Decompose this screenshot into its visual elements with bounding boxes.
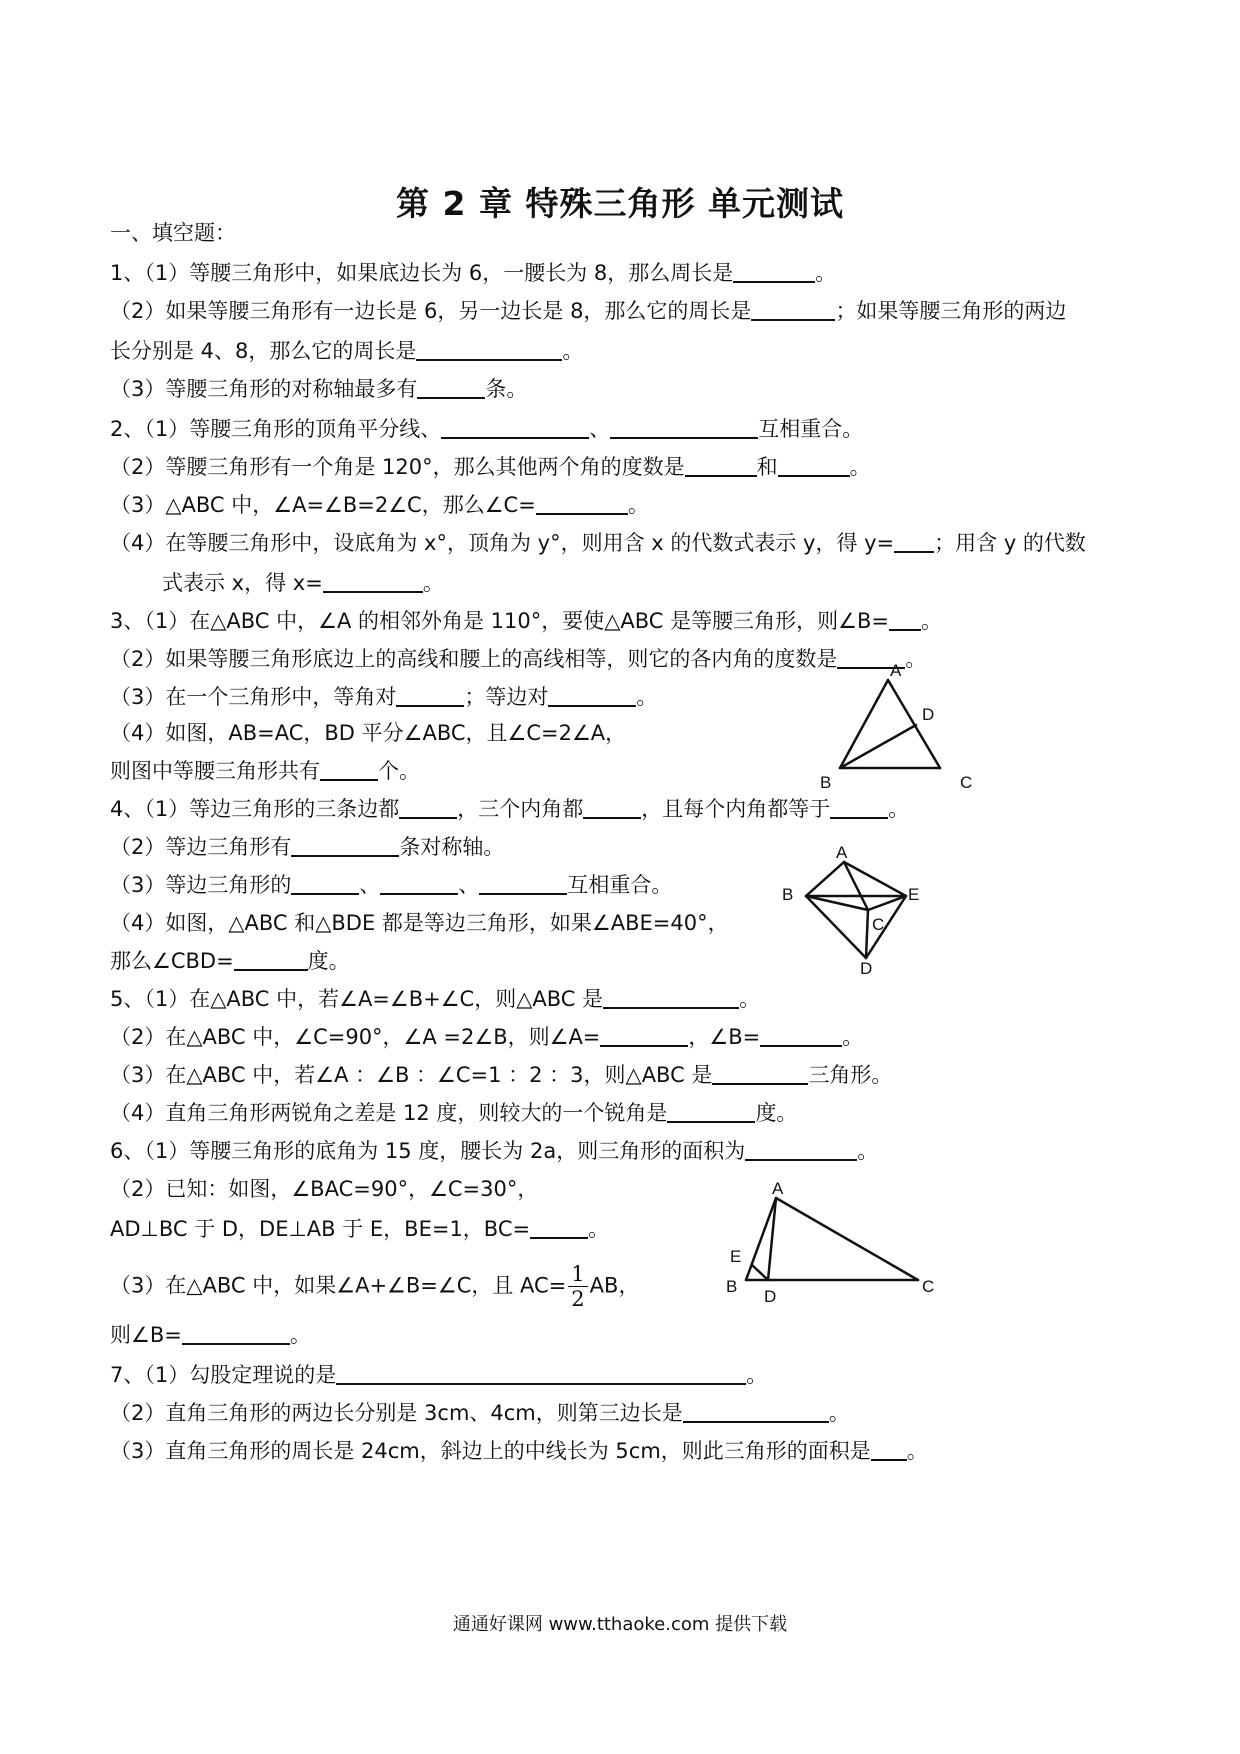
figure-label-d: D <box>764 1287 777 1306</box>
answer-blank[interactable] <box>536 491 628 515</box>
q1-part2: （2）如果等腰三角形有一边长是 6，另一边长是 8，那么它的周长是 ；如果等腰三角形的两边 <box>110 299 1067 323</box>
q2-part4: （4）在等腰三角形中，设底角为 x°，顶角为 y°，则用含 x 的代数式表示 y，得 y= ；用含 y 的代数 <box>110 531 1086 555</box>
answer-blank[interactable] <box>667 1099 755 1123</box>
q6-part2: （2）已知：如图，∠BAC=90°，∠C=30°， <box>110 1177 539 1201</box>
answer-blank[interactable] <box>683 1399 829 1423</box>
q6-part3-cont: 则∠B= 。 <box>110 1323 311 1347</box>
q6-part2-cont: AD⊥BC 于 D，DE⊥AB 于 E，BE=1，BC= 。 <box>110 1217 610 1241</box>
answer-blank[interactable] <box>733 259 815 283</box>
figure-label-e: E <box>730 1247 742 1266</box>
figure-label-a: A <box>772 1179 784 1198</box>
answer-blank[interactable] <box>291 833 399 857</box>
figure-label-b: B <box>820 773 832 792</box>
answer-blank[interactable] <box>889 607 921 631</box>
answer-blank[interactable] <box>894 529 934 553</box>
answer-blank[interactable] <box>610 415 758 439</box>
q4-part4-cont: 那么∠CBD= 度。 <box>110 949 350 973</box>
answer-blank[interactable] <box>182 1321 290 1345</box>
figure-label-a: A <box>836 843 848 862</box>
figure-equilateral-triangles <box>778 840 948 978</box>
q3-part3: （3）在一个三角形中，等角对 ；等边对 。 <box>110 685 658 709</box>
answer-blank[interactable] <box>396 683 464 707</box>
answer-blank[interactable] <box>416 337 562 361</box>
page-title: 第 2 章 特殊三角形 单元测试 <box>396 184 844 223</box>
triangle-abc-altitude-lines <box>746 1198 918 1280</box>
triangles-abc-bde-lines <box>806 862 906 958</box>
answer-blank[interactable] <box>583 795 641 819</box>
figure-isosceles-bisector <box>820 660 980 792</box>
figure-label-e: E <box>908 885 920 904</box>
q2-part1: 2、（1）等腰三角形的顶角平分线、 、 互相重合。 <box>110 417 864 441</box>
figure-label-c: C <box>960 773 973 792</box>
q3-part2: （2）如果等腰三角形底边上的高线和腰上的高线相等，则它的各内角的度数是 。 <box>110 647 927 671</box>
answer-blank[interactable] <box>778 453 850 477</box>
q6-part1: 6、（1）等腰三角形的底角为 15 度，腰长为 2a，则三角形的面积为 。 <box>110 1139 879 1163</box>
q1-part3: （3）等腰三角形的对称轴最多有 条。 <box>110 377 528 401</box>
q3-part4-cont: 则图中等腰三角形共有 个。 <box>110 759 420 783</box>
answer-blank[interactable] <box>479 871 567 895</box>
q2-part2: （2）等腰三角形有一个角是 120°，那么其他两个角的度数是 和 。 <box>110 455 871 479</box>
figure-label-a: A <box>890 661 902 680</box>
answer-blank[interactable] <box>871 1437 907 1461</box>
q5-part2: （2）在△ABC 中，∠C=90°，∠A =2∠B，则∠A= ，∠B= 。 <box>110 1025 864 1049</box>
answer-blank[interactable] <box>600 1023 688 1047</box>
answer-blank[interactable] <box>336 1361 746 1385</box>
q2-part3: （3）△ABC 中，∠A=∠B=2∠C，那么∠C= 。 <box>110 493 649 517</box>
answer-blank[interactable] <box>603 985 739 1009</box>
answer-blank[interactable] <box>380 871 458 895</box>
triangle-abc-lines <box>840 680 940 768</box>
q1-part1: 1、（1）等腰三角形中，如果底边长为 6，一腰长为 8，那么周长是 。 <box>110 261 837 285</box>
answer-blank[interactable] <box>291 871 359 895</box>
q5-part1: 5、（1）在△ABC 中，若∠A=∠B+∠C，则△ABC 是 。 <box>110 987 761 1011</box>
answer-blank[interactable] <box>745 1137 857 1161</box>
figure-label-d: D <box>860 959 873 978</box>
answer-blank[interactable] <box>830 795 888 819</box>
q4-part1: 4、（1）等边三角形的三条边都 ，三个内角都 ，且每个内角都等于 。 <box>110 797 910 821</box>
answer-blank[interactable] <box>760 1023 842 1047</box>
answer-blank[interactable] <box>417 375 485 399</box>
q4-part2: （2）等边三角形有 条对称轴。 <box>110 835 505 859</box>
figure-label-c: C <box>872 915 885 934</box>
answer-blank[interactable] <box>441 415 589 439</box>
q4-part3: （3）等边三角形的 、 、 互相重合。 <box>110 873 673 897</box>
answer-blank[interactable] <box>712 1061 808 1085</box>
q2-part4-cont: 式表示 x，得 x= 。 <box>162 571 444 595</box>
answer-blank[interactable] <box>234 947 308 971</box>
q7-part2: （2）直角三角形的两边长分别是 3cm、4cm，则第三边长是 。 <box>110 1401 850 1425</box>
answer-blank[interactable] <box>685 453 757 477</box>
figure-label-b: B <box>782 885 794 904</box>
q7-part3: （3）直角三角形的周长是 24cm，斜边上的中线长为 5cm，则此三角形的面积是 。 <box>110 1439 928 1463</box>
answer-blank[interactable] <box>530 1215 588 1239</box>
answer-blank[interactable] <box>751 297 835 321</box>
q6-part3: （3）在△ABC 中，如果∠A+∠B=∠C，且 AC= $\frac{1}{2}$ AB， <box>110 1262 640 1311</box>
q4-part4: （4）如图，△ABC 和△BDE 都是等边三角形，如果∠ABE=40°， <box>110 911 729 935</box>
answer-blank[interactable] <box>320 757 378 781</box>
q3-part4: （4）如图，AB=AC，BD 平分∠ABC，且∠C=2∠A， <box>110 721 627 745</box>
footer-credit: 通通好课网 www.tthaoke.com 提供下载 <box>452 1614 788 1635</box>
answer-blank[interactable] <box>548 683 636 707</box>
q3-part1: 3、（1）在△ABC 中，∠A 的相邻外角是 110°，要使△ABC 是等腰三角形，则∠B= 。 <box>110 609 942 633</box>
section-heading: 一、填空题： <box>110 221 236 245</box>
q5-part3: （3）在△ABC 中，若∠A ：∠B ：∠C=1 ：2 ：3，则△ABC 是 三角形。 <box>110 1063 893 1087</box>
figure-right-triangle-altitude <box>708 1179 948 1306</box>
figure-label-d: D <box>922 705 935 724</box>
answer-blank[interactable] <box>399 795 457 819</box>
q7-part1: 7、（1）勾股定理说的是 。 <box>110 1363 768 1387</box>
figure-label-b: B <box>726 1277 738 1296</box>
q1-part2-cont: 长分别是 4、8，那么它的周长是 。 <box>110 339 584 363</box>
q5-part4: （4）直角三角形两锐角之差是 12 度，则较大的一个锐角是 度。 <box>110 1101 798 1125</box>
fraction-one-half: $\frac{1}{2}$ <box>568 1262 587 1311</box>
figure-label-c: C <box>922 1277 935 1296</box>
answer-blank[interactable] <box>323 569 423 593</box>
